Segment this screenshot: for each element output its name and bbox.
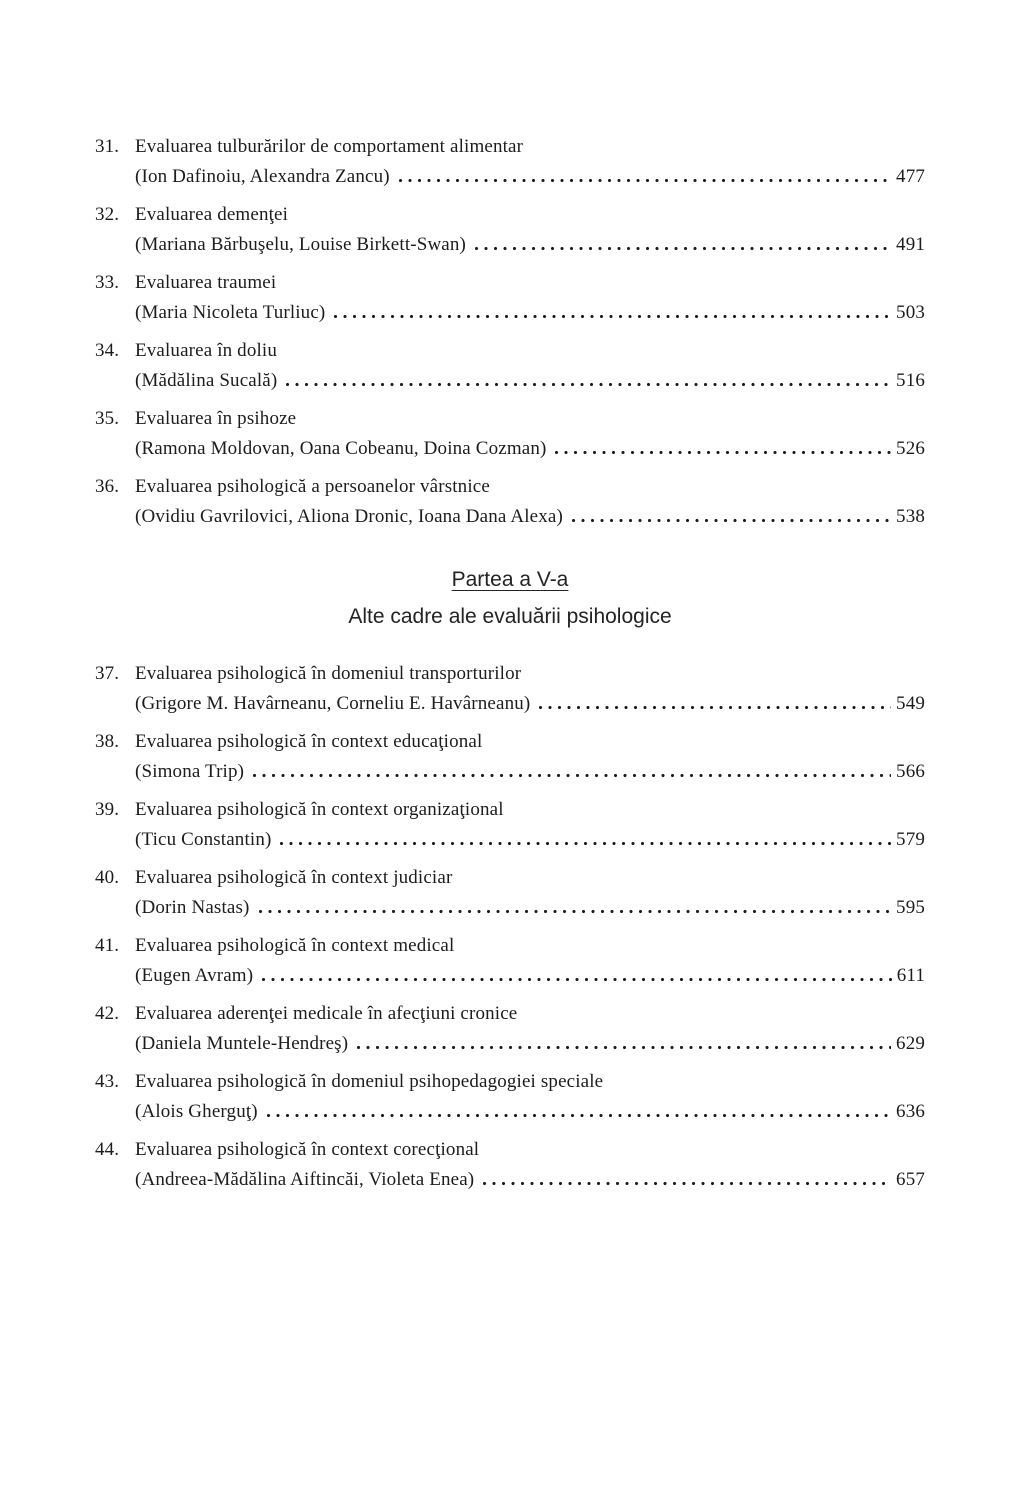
entry-authors: (Mădălina Sucală) bbox=[135, 370, 278, 391]
entry-number: 38. bbox=[95, 731, 120, 752]
toc-entry bbox=[95, 659, 925, 719]
entry-page-number: 566 bbox=[896, 761, 925, 782]
entry-title: Evaluarea în psihoze bbox=[135, 408, 297, 429]
entry-title: Evaluarea psihologică în domeniul transporturilor bbox=[135, 663, 522, 684]
toc-entry bbox=[95, 200, 925, 260]
entry-number: 42. bbox=[95, 1003, 120, 1024]
entry-title: Evaluarea în doliu bbox=[135, 340, 277, 361]
entry-number: 39. bbox=[95, 799, 120, 820]
entry-authors: (Dorin Nastas) bbox=[135, 897, 250, 918]
toc-entry bbox=[95, 132, 925, 192]
entry-authors-line bbox=[135, 1029, 925, 1059]
toc-entry bbox=[95, 795, 925, 855]
entry-authors: (Alois Gherguţ) bbox=[135, 1101, 258, 1122]
entry-page-number: 526 bbox=[896, 438, 925, 459]
entry-authors-line bbox=[135, 298, 925, 328]
entry-number: 41. bbox=[95, 935, 120, 956]
entry-authors: (Maria Nicoleta Turliuc) bbox=[135, 302, 326, 323]
part-heading bbox=[95, 568, 925, 629]
entry-title: Evaluarea psihologică în context organizaţional bbox=[135, 799, 504, 820]
entry-number: 31. bbox=[95, 136, 120, 157]
entry-title: Evaluarea psihologică în context corecţional bbox=[135, 1139, 480, 1160]
entry-authors: (Ion Dafinoiu, Alexandra Zancu) bbox=[135, 166, 390, 187]
entry-page-number: 503 bbox=[896, 302, 925, 323]
entry-page-number: 579 bbox=[896, 829, 925, 850]
entry-title: Evaluarea tulburărilor de comportament alimentar bbox=[135, 136, 524, 157]
dot-leader bbox=[357, 1046, 891, 1049]
toc-entry bbox=[95, 727, 925, 787]
entry-page-number: 491 bbox=[896, 234, 925, 255]
dot-leader bbox=[483, 1182, 891, 1185]
entry-authors-line bbox=[135, 502, 925, 532]
entry-title: Evaluarea psihologică în context educaţional bbox=[135, 731, 483, 752]
entry-page-number: 611 bbox=[896, 965, 925, 986]
entry-title: Evaluarea aderenţei medicale în afecţiuni cronice bbox=[135, 1003, 518, 1024]
entry-number: 37. bbox=[95, 663, 120, 684]
dot-leader bbox=[280, 842, 891, 845]
toc-entry bbox=[95, 999, 925, 1059]
dot-leader bbox=[259, 910, 892, 913]
entry-title: Evaluarea psihologică în context judiciar bbox=[135, 867, 453, 888]
dot-leader bbox=[572, 519, 891, 522]
toc-entry bbox=[95, 268, 925, 328]
dot-leader bbox=[475, 247, 891, 250]
entry-authors: (Simona Trip) bbox=[135, 761, 245, 782]
toc-entry bbox=[95, 1135, 925, 1195]
entry-number: 36. bbox=[95, 476, 120, 497]
entry-authors: (Mariana Bărbuşelu, Louise Birkett-Swan) bbox=[135, 234, 467, 255]
toc-entry bbox=[95, 404, 925, 464]
entry-authors: (Eugen Avram) bbox=[135, 965, 254, 986]
entry-authors-line bbox=[135, 1165, 925, 1195]
toc-section-part-4-entries bbox=[95, 132, 925, 532]
toc-entry bbox=[95, 472, 925, 532]
entry-number: 34. bbox=[95, 340, 120, 361]
dot-leader bbox=[267, 1114, 891, 1117]
entry-authors: (Andreea-Mădălina Aiftincăi, Violeta Enea) bbox=[135, 1169, 475, 1190]
entry-number: 43. bbox=[95, 1071, 120, 1092]
dot-leader bbox=[262, 978, 892, 981]
entry-number: 32. bbox=[95, 204, 120, 225]
entry-authors-line bbox=[135, 825, 925, 855]
entry-authors-line bbox=[135, 757, 925, 787]
entry-authors-line bbox=[135, 434, 925, 464]
entry-authors-line bbox=[135, 230, 925, 260]
dot-leader bbox=[253, 774, 891, 777]
part-heading-subtitle: Alte cadre ale evaluării psihologice bbox=[348, 605, 672, 628]
entry-page-number: 477 bbox=[896, 166, 925, 187]
entry-authors: (Daniela Muntele-Hendreş) bbox=[135, 1033, 349, 1054]
entry-authors: (Ramona Moldovan, Oana Cobeanu, Doina Cozman) bbox=[135, 438, 547, 459]
entry-title: Evaluarea psihologică a persoanelor vârstnice bbox=[135, 476, 490, 497]
entry-number: 35. bbox=[95, 408, 120, 429]
toc-entry bbox=[95, 931, 925, 991]
entry-authors-line bbox=[135, 1097, 925, 1127]
dot-leader bbox=[555, 451, 891, 454]
entry-number: 40. bbox=[95, 867, 120, 888]
entry-number: 44. bbox=[95, 1139, 120, 1160]
entry-authors-line bbox=[135, 162, 925, 192]
toc-entry bbox=[95, 336, 925, 396]
entry-title: Evaluarea psihologică în domeniul psihopedagogiei speciale bbox=[135, 1071, 604, 1092]
entry-authors-line bbox=[135, 893, 925, 923]
entry-page-number: 657 bbox=[896, 1169, 925, 1190]
entry-title: Evaluarea psihologică în context medical bbox=[135, 935, 455, 956]
dot-leader bbox=[399, 179, 891, 182]
toc-section-part-5-entries bbox=[95, 659, 925, 1195]
entry-page-number: 516 bbox=[896, 370, 925, 391]
dot-leader bbox=[286, 383, 891, 386]
entry-title: Evaluarea demenţei bbox=[135, 204, 289, 225]
entry-authors-line bbox=[135, 366, 925, 396]
dot-leader bbox=[334, 315, 891, 318]
entry-number: 33. bbox=[95, 272, 120, 293]
toc-entry bbox=[95, 1067, 925, 1127]
dot-leader bbox=[539, 706, 891, 709]
entry-title: Evaluarea traumei bbox=[135, 272, 277, 293]
entry-authors-line bbox=[135, 689, 925, 719]
entry-authors: (Grigore M. Havârneanu, Corneliu E. Havârneanu) bbox=[135, 693, 531, 714]
entry-authors: (Ovidiu Gavrilovici, Aliona Dronic, Ioana Dana Alexa) bbox=[135, 506, 563, 527]
entry-page-number: 636 bbox=[896, 1101, 925, 1122]
entry-authors: (Ticu Constantin) bbox=[135, 829, 272, 850]
entry-page-number: 595 bbox=[896, 897, 925, 918]
entry-page-number: 629 bbox=[896, 1033, 925, 1054]
entry-page-number: 538 bbox=[896, 506, 925, 527]
part-heading-title: Partea a V-a bbox=[451, 568, 569, 591]
entry-authors-line bbox=[135, 961, 925, 991]
toc-entry bbox=[95, 863, 925, 923]
entry-page-number: 549 bbox=[896, 693, 925, 714]
